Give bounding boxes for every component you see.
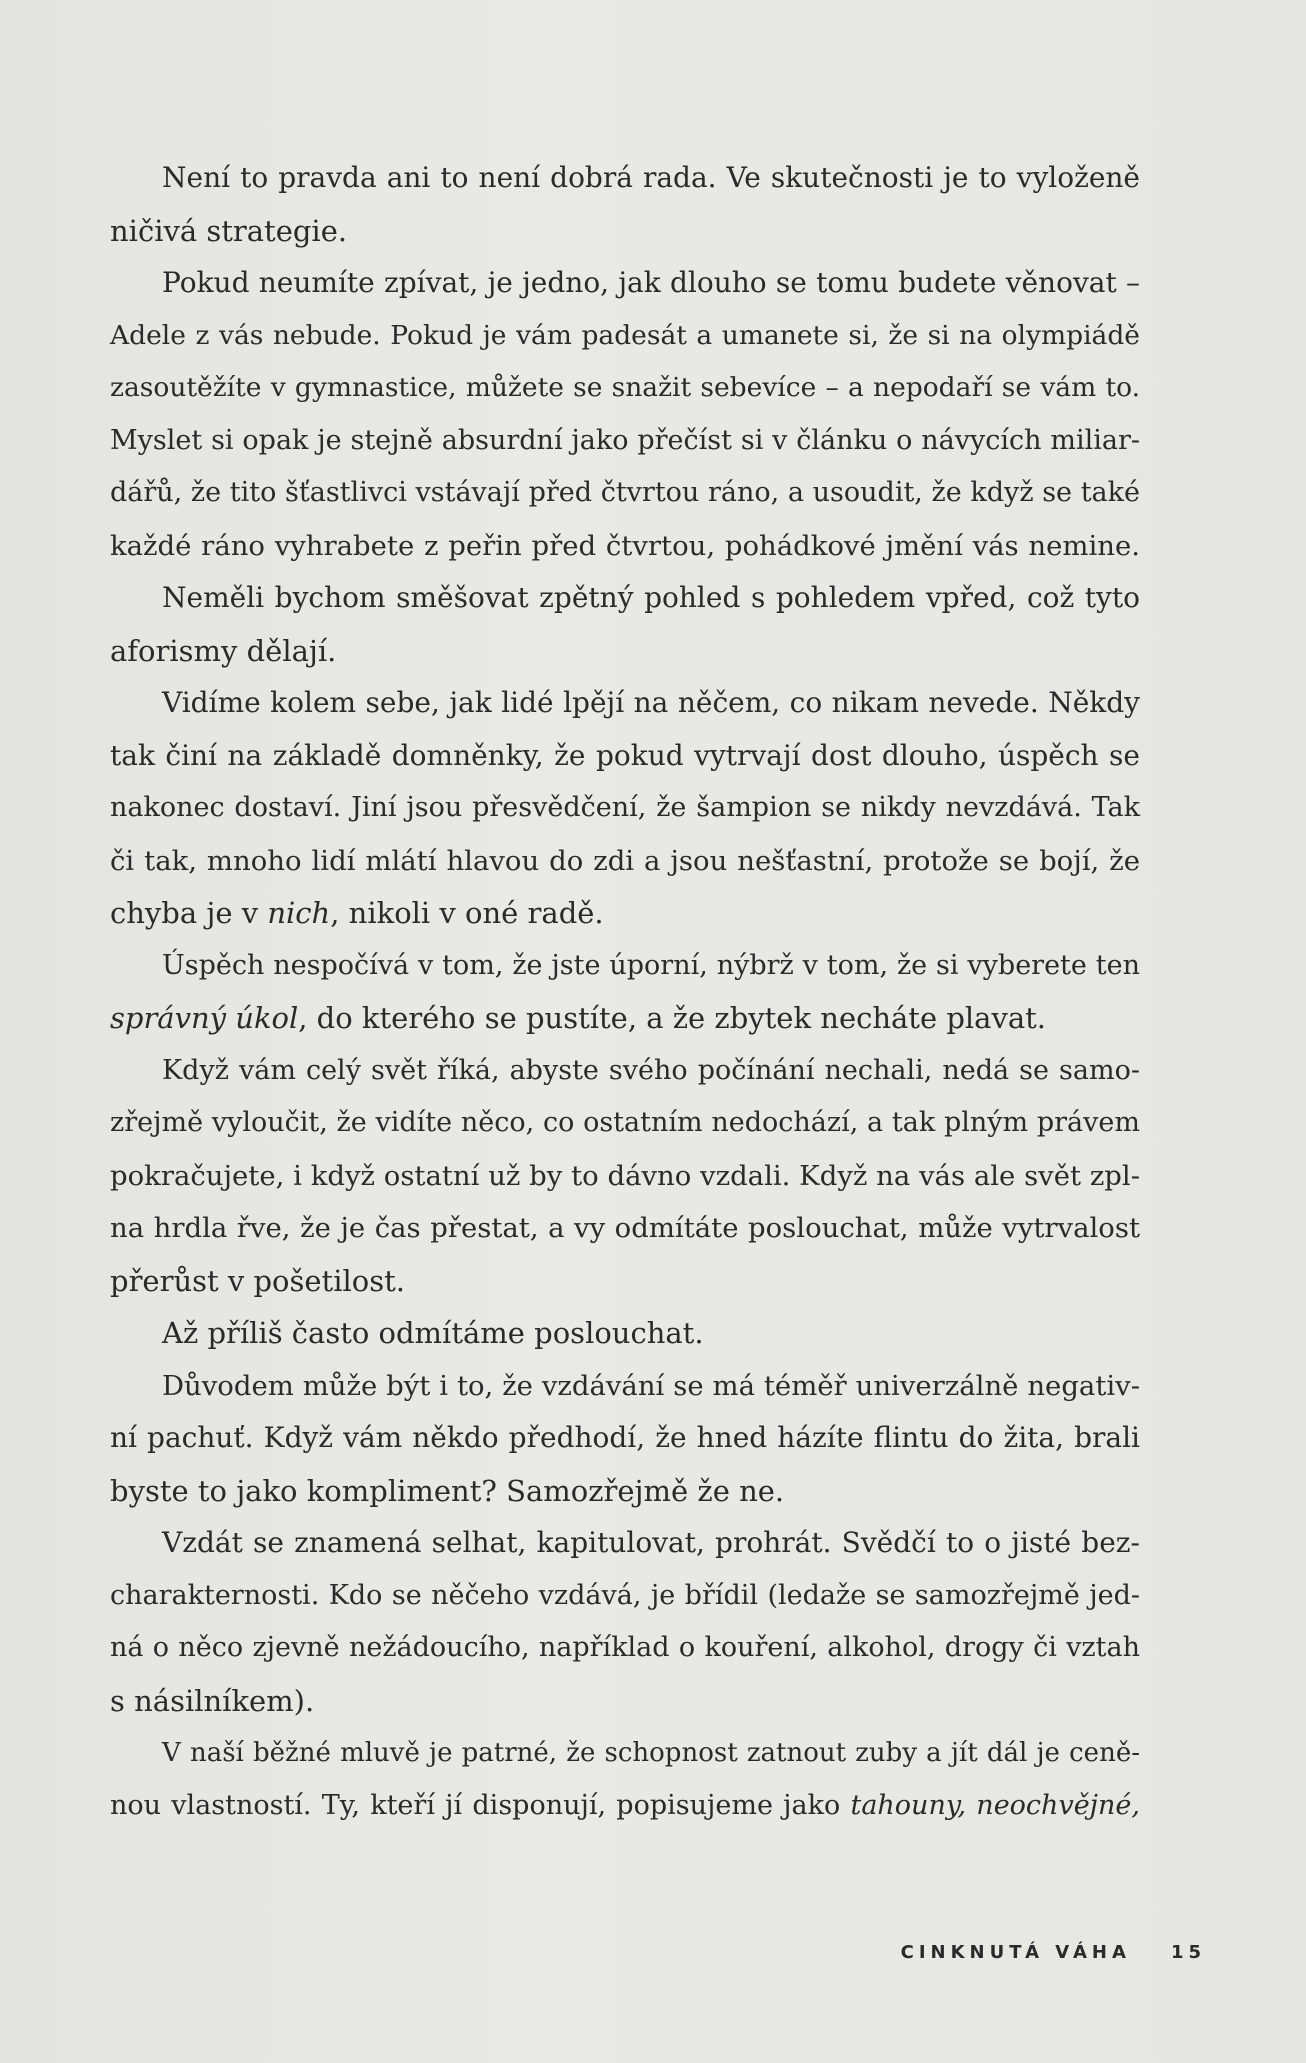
text-line: zřejmě vyloučit, že vidíte něco, co ostatním nedochází, a tak plným právem <box>110 1107 1140 1138</box>
running-title: CINKNUTÁ VÁHA <box>900 1942 1131 1963</box>
text-line: tak činí na základě domněnky, že pokud vytrvají dost dlouho, úspěch se <box>110 738 1140 772</box>
text-line: Neměli bychom směšovat zpětný pohled s pohledem vpřed, což tyto <box>162 581 1140 614</box>
text-line: zasoutěžíte v gymnastice, můžete se snažit sebevíce – a nepodaří se vám to. <box>110 372 1140 403</box>
text-line: každé ráno vyhrabete z peřin před čtvrtou, pohádkové jmění vás nemine. <box>110 529 1140 562</box>
page-number: 15 <box>1170 1942 1206 1963</box>
emphasis: tahouny, neochvějné, <box>850 1789 1140 1821</box>
text-line: charakternosti. Kdo se něčeho vzdává, je břídil (ledaže se samozřejmě jed- <box>110 1579 1140 1611</box>
page-footer <box>901 1942 1206 1963</box>
text-line: ničivá strategie. <box>110 213 348 248</box>
text-line: Myslet si opak je stejně absurdní jako přečíst si v článku o návycích miliar- <box>110 424 1140 456</box>
text-line: či tak, mnoho lidí mlátí hlavou do zdi a jsou nešťastní, protože se bojí, že <box>110 844 1140 877</box>
text-line: Vzdát se znamená selhat, kapitulovat, prohrát. Svědčí to o jisté bez- <box>162 1526 1140 1559</box>
emphasis: správný úkol <box>110 1001 299 1035</box>
emphasis: nich <box>267 896 331 930</box>
text-line: na hrdla řve, že je čas přestat, a vy odmítáte poslouchat, může vytrvalost <box>110 1212 1140 1244</box>
text-line: pokračujete, i když ostatní už by to dávno vzdali. Když na vás ale svět zpl- <box>110 1159 1140 1192</box>
text-line: Když vám celý svět říká, abyste svého počínání nechali, nedá se samo- <box>162 1054 1140 1086</box>
text-line: Adele z vás nebude. Pokud je vám padesát a umanete si, že si na olympiádě <box>110 319 1140 351</box>
text-line: nou vlastností. Ty, kteří jí disponují, popisujeme jako tahouny, neochvějné, <box>110 1789 1140 1821</box>
text-line: Pokud neumíte zpívat, je jedno, jak dlouho se tomu budete věnovat – <box>162 266 1140 299</box>
text-line: Vidíme kolem sebe, jak lidé lpějí na něčem, co nikam nevede. Někdy <box>162 686 1140 719</box>
text-line: dářů, že tito šťastlivci vstávají před čtvrtou ráno, a usoudit, že když se také <box>110 477 1140 508</box>
text-line: V naší běžné mluvě je patrné, že schopnost zatnout zuby a jít dál je ceně- <box>162 1738 1140 1768</box>
text-line: Není to pravda ani to není dobrá rada. Ve skutečnosti je to vyloženě <box>162 161 1140 194</box>
text-line: Důvodem může být i to, že vzdávání se má téměř univerzálně negativ- <box>162 1369 1140 1402</box>
text-line: byste to jako kompliment? Samozřejmě že ne. <box>110 1473 785 1508</box>
text-line: Až příliš často odmítáme poslouchat. <box>162 1316 704 1350</box>
text-line: ná o něco zjevně nežádoucího, například o kouření, alkohol, drogy či vztah <box>110 1632 1140 1663</box>
body-text <box>110 152 1140 1832</box>
text-line: s násilníkem). <box>110 1683 315 1718</box>
text-line: správný úkol, do kterého se pustíte, a že zbytek necháte plavat. <box>110 1001 1047 1035</box>
text-line: chyba je v nich, nikoli v oné radě. <box>110 896 604 930</box>
text-line: aforismy dělají. <box>110 633 337 668</box>
text-line: ní pachuť. Když vám někdo předhodí, že hned házíte flintu do žita, brali <box>110 1421 1140 1454</box>
text-line: přerůst v pošetilost. <box>110 1263 405 1298</box>
text-line: Úspěch nespočívá v tom, že jste úporní, nýbrž v tom, že si vyberete ten <box>162 949 1140 981</box>
text-line: nakonec dostaví. Jiní jsou přesvědčení, že šampion se nikdy nevzdává. Tak <box>110 792 1140 823</box>
